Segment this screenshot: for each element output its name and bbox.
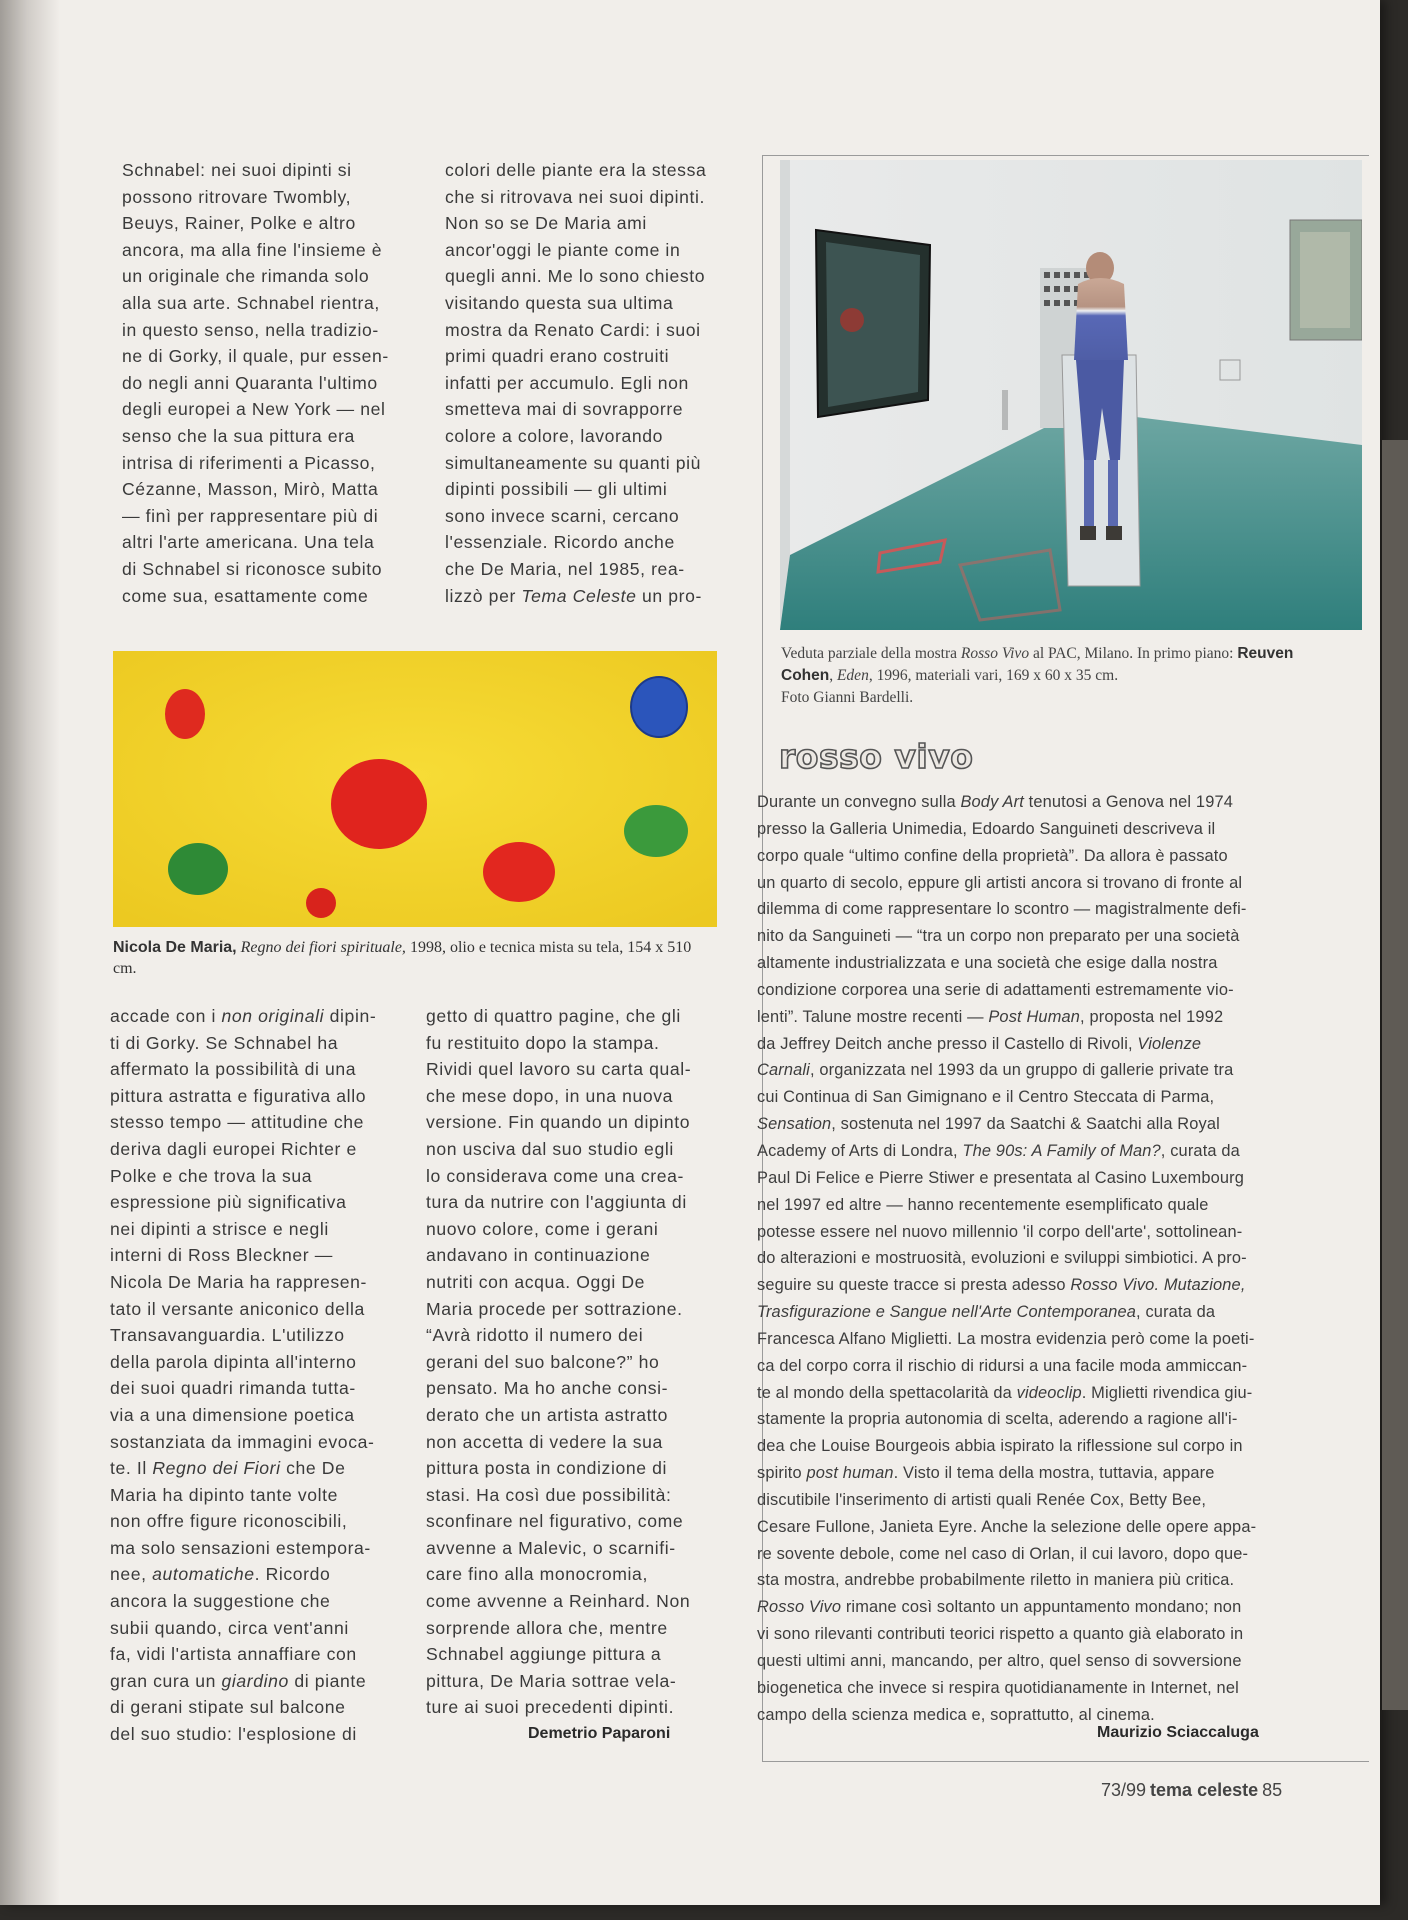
text-line: derato che un artista astratto [426, 1404, 668, 1425]
text-line: Non so se De Maria ami [445, 213, 647, 234]
text-line: interni di Ross Bleckner — [110, 1245, 333, 1266]
text-line: Maria ha dipinto tante volte [110, 1484, 339, 1505]
text-line: un quarto di secolo, eppure gli artisti ancora si trovano di fronte al [757, 873, 1243, 892]
photo-credit: Foto Gianni Bardelli. [781, 689, 914, 706]
text-line: presso la Galleria Unimedia, Edoardo Sanguineti descriveva il [757, 819, 1216, 838]
text-line: Cesare Fullone, Janieta Eyre. Anche la selezione delle opere appa- [757, 1517, 1257, 1536]
text-line: degli europei a New York — nel [122, 399, 386, 420]
text-line: non usciva dal suo studio egli [426, 1138, 674, 1159]
text-line: lo considerava come una crea- [426, 1165, 684, 1186]
text-line: che mese dopo, in una nuova [426, 1085, 674, 1106]
text-line: biogenetica che invece si respira quotidianamente in Internet, nel [757, 1678, 1239, 1697]
text-line: sono invece scarni, cercano [445, 505, 680, 526]
text-line: dea che Louise Bourgeois abbia ispirato la riflessione sul corpo in [757, 1437, 1243, 1456]
text-line: fa, vidi l'artista annaffiare con [110, 1644, 357, 1665]
caption-title: Regno dei fiori spirituale, [240, 939, 406, 956]
section-heading: rosso vivo [779, 737, 974, 776]
text-line: ca del corpo corra il rischio di ridursi a una facile moda ammiccan- [757, 1356, 1248, 1375]
text-line: Francesca Alfano Miglietti. La mostra evidenzia però come la poeti- [757, 1329, 1255, 1348]
text-line: Sensation, sostenuta nel 1997 da Saatchi & Saatchi alla Royal [757, 1115, 1220, 1134]
text-line: sostanziata da immagini evoca- [110, 1431, 375, 1452]
issue-number: 73/99 [1101, 1780, 1147, 1800]
text-line: deriva dagli europei Richter e [110, 1138, 357, 1159]
byline-author: Maurizio Sciaccaluga [1097, 1724, 1259, 1741]
text-line: mostra da Renato Cardi: i suoi [445, 319, 701, 340]
painting-regno-dei-fiori [113, 651, 717, 927]
text-line: che De Maria, nel 1985, rea- [445, 558, 685, 579]
text-line: fu restituito dopo la stampa. [426, 1032, 660, 1053]
text-line: “Avrà ridotto il numero dei [426, 1325, 644, 1346]
text-line: stasi. Ha così due possibilità: [426, 1484, 672, 1505]
caption-details: 1998, olio e tecnica mista su tela, 154 x 510 cm. [113, 939, 692, 977]
text-line: che si ritrovava nei suoi dipinti. [445, 186, 705, 207]
text-line: Durante un convegno sulla Body Art tenutosi a Genova nel 1974 [757, 793, 1233, 811]
text-line: non accetta di vedere la sua [426, 1431, 663, 1452]
article-column-left-bottom [110, 1003, 396, 1748]
text-line: altamente industrializzata e una società che esige dalla nostra [757, 954, 1218, 973]
text-line: colore a colore, lavorando [445, 425, 664, 446]
text-line: dipinti possibili — gli ultimi [445, 479, 668, 500]
text-line: possono ritrovare Twombly, [122, 186, 352, 207]
text-line: espressione più significativa [110, 1192, 347, 1213]
text-line: ancora, ma alla fine l'insieme è [122, 239, 383, 260]
text-line: da Jeffrey Deitch anche presso il Castello di Rivoli, Violenze [757, 1034, 1202, 1053]
text-line: care fino alla monocromia, [426, 1564, 648, 1585]
text-line: sorprende allora che, mentre [426, 1617, 668, 1638]
text-line: Schnabel: nei suoi dipinti si [122, 160, 352, 180]
text-line: dei suoi quadri rimanda tutta- [110, 1378, 356, 1399]
text-line: alla sua arte. Schnabel rientra, [122, 292, 380, 313]
text-line: nei dipinti a strisce e negli [110, 1218, 329, 1239]
byline-author: Demetrio Paparoni [528, 1725, 671, 1742]
text-line: simultaneamente su quanti più [445, 452, 702, 473]
article-column-middle-top [445, 157, 727, 609]
page-number: 85 [1262, 1780, 1283, 1800]
page-footer [1101, 1780, 1286, 1801]
text-line: intrisa di riferimenti a Picasso, [122, 452, 376, 473]
text-line: infatti per accumulo. Egli non [445, 372, 689, 393]
painting-image [113, 651, 717, 927]
text-line: Cézanne, Masson, Mirò, Matta [122, 479, 379, 500]
page-gutter-shadow [0, 0, 60, 1905]
caption-artist: Reuven Cohen [781, 645, 1294, 684]
text-line: primi quadri erano costruiti [445, 346, 670, 367]
text-line: ti di Gorky. Se Schnabel ha [110, 1032, 339, 1053]
text-line: come sua, esattamente come [122, 585, 369, 606]
text-line: andavano in continuazione [426, 1245, 651, 1266]
text-line: nutriti con acqua. Oggi De [426, 1271, 646, 1292]
text-line: Academy of Arts di Londra, The 90s: A Family of Man?, curata da [757, 1141, 1240, 1160]
text-line: Polke e che trova la sua [110, 1165, 313, 1186]
text-line: un originale che rimanda solo [122, 266, 370, 287]
text-line: spirito post human. Visto il tema della mostra, tuttavia, appare [757, 1464, 1215, 1483]
gallery-installation-photo [780, 160, 1362, 630]
text-line: via a una dimensione poetica [110, 1404, 355, 1425]
text-line: altri l'arte americana. Una tela [122, 532, 375, 553]
text-line: gerani del suo balcone?” ho [426, 1351, 660, 1372]
text-line: ancora la suggestione che [110, 1591, 331, 1612]
text-line: subii quando, circa vent'anni [110, 1617, 349, 1638]
text-line: do alterazioni e mostruosità, evoluzioni e sviluppi simbiotici. A pro- [757, 1249, 1247, 1268]
text-line: corpo quale “ultimo confine della proprietà”. Da allora è passato [757, 846, 1228, 865]
text-line: te. Il Regno dei Fiori che De [110, 1458, 346, 1479]
text-line: l'essenziale. Ricordo anche [445, 532, 675, 553]
text-line: della parola dipinta all'interno [110, 1351, 357, 1372]
caption-artist: Nicola De Maria, [113, 939, 237, 956]
text-line: stamente la propria autonomia di scelta, aderendo a ragione all'i- [757, 1410, 1238, 1429]
text-line: condizione corporea una serie di adattamenti estremamente vio- [757, 980, 1234, 999]
text-line: nee, automatiche. Ricordo [110, 1564, 331, 1585]
text-line: del suo studio: l'esplosione di [110, 1724, 357, 1745]
text-line: seguire su queste tracce si presta adesso Rosso Vivo. Mutazione, [757, 1276, 1246, 1295]
text-line: ne di Gorky, il quale, pur essen- [122, 346, 389, 367]
text-line: non offre figure riconoscibili, [110, 1511, 348, 1532]
text-line: Trasfigurazione e Sangue nell'Arte Contemporanea, curata da [757, 1303, 1216, 1322]
text-line: pittura, De Maria sottrae vela- [426, 1670, 677, 1691]
text-line: colori delle piante era la stessa [445, 160, 707, 180]
exhibition-photo [780, 160, 1362, 630]
text-line: Carnali, organizzata nel 1993 da un gruppo di gallerie private tra [757, 1061, 1234, 1080]
text-line: stesso tempo — attitudine che [110, 1112, 365, 1133]
text-line: senso che la sua pittura era [122, 425, 355, 446]
review-body [757, 789, 1277, 1729]
text-line: pittura posta in condizione di [426, 1458, 667, 1479]
text-line: Nicola De Maria ha rappresen- [110, 1271, 367, 1292]
text-line: come avvenne a Reinhard. Non [426, 1591, 691, 1612]
text-line: Rividi quel lavoro su carta qual- [426, 1059, 692, 1080]
photo-caption: Veduta parziale della mostra Rosso Vivo al PAC, Milano. In primo piano: Reuven Cohen, Eden, 1996, materiali vari, 169 x 60 x 35 cm. Foto Gianni Bardelli. [781, 645, 1294, 706]
text-line: Schnabel aggiunge pittura a [426, 1644, 662, 1665]
text-line: pensato. Ma ho anche consi- [426, 1378, 669, 1399]
text-line: in questo senso, nella tradizio- [122, 319, 379, 340]
text-line: quegli anni. Me lo sono chiesto [445, 266, 706, 287]
text-line: ma solo sensazioni estempora- [110, 1537, 371, 1558]
text-line: campo della scienza medica e, soprattutto, al cinema. [757, 1705, 1155, 1724]
painting-caption [113, 937, 717, 979]
text-line: Transavanguardia. L'utilizzo [110, 1325, 345, 1346]
text-line: te al mondo della spettacolarità da videoclip. Miglietti rivendica giu- [757, 1383, 1253, 1402]
text-line: sta mostra, andrebbe probabilmente riletto in maniera più critica. [757, 1571, 1235, 1590]
text-line: gran cura un giardino di piante [110, 1670, 367, 1691]
text-line: sconfinare nel figurativo, come [426, 1511, 684, 1532]
text-line: getto di quattro pagine, che gli [426, 1006, 681, 1026]
text-line: lenti”. Talune mostre recenti — Post Human, proposta nel 1992 [757, 1007, 1224, 1026]
text-line: nel 1997 ed altre — hanno recentemente esemplificato quale [757, 1195, 1209, 1214]
text-line: Maria procede per sottrazione. [426, 1298, 683, 1319]
text-line: di Schnabel si riconosce subito [122, 558, 383, 579]
text-line: versione. Fin quando un dipinto [426, 1112, 691, 1133]
text-line: Rosso Vivo rimane così soltanto un appuntamento mondano; non [757, 1598, 1242, 1617]
text-line: — finì per rappresentare più di [122, 505, 379, 526]
text-line: questi ultimi anni, mancando, per altro, quel senso di sovversione [757, 1652, 1242, 1670]
next-page-edge [1382, 440, 1408, 1710]
text-line: dilemma di come rappresentare lo scontro — magistralmente defi- [757, 900, 1247, 919]
text-line: vi sono rilevanti contributi teorici rispetto a quanto già elaborato in [757, 1625, 1244, 1644]
text-line: accade con i non originali dipin- [110, 1006, 377, 1026]
text-line: di gerani stipate sul balcone [110, 1697, 346, 1718]
text-line: nuovo colore, come i gerani [426, 1218, 659, 1239]
magazine-name: tema celeste [1150, 1780, 1259, 1800]
text-line: potesse essere nel nuovo millennio 'il corpo dell'arte', sottolinean- [757, 1222, 1243, 1241]
article-column-middle-bottom [426, 1003, 710, 1721]
text-line: visitando questa sua ultima [445, 292, 674, 313]
text-line: ancor'oggi le piante come in [445, 239, 681, 260]
text-line: cui Continua di San Gimignano e il Centro Steccata di Parma, [757, 1088, 1215, 1107]
text-line: pittura astratta e figurativa allo [110, 1085, 367, 1106]
text-line: affermato la possibilità di una [110, 1059, 357, 1080]
text-line: avvenne a Malevic, o scarnifi- [426, 1537, 676, 1558]
text-line: do negli anni Quaranta l'ultimo [122, 372, 378, 393]
text-line: Beuys, Rainer, Polke e altro [122, 213, 356, 234]
text-line: ture ai suoi precedenti dipinti. [426, 1697, 675, 1718]
article-column-left-top [122, 157, 410, 609]
text-line: nito da Sanguineti — “tra un corpo non preparato per una società [757, 927, 1240, 946]
text-line: smetteva mai di sovrapporre [445, 399, 684, 420]
text-line: tato il versante aniconico della [110, 1298, 365, 1319]
text-line: re sovente debole, come nel caso di Orlan, il cui lavoro, dopo que- [757, 1544, 1249, 1563]
text-line: discutibile l'inserimento di artisti quali Renée Cox, Betty Bee, [757, 1490, 1207, 1509]
text-line: tura da nutrire con l'aggiunta di [426, 1192, 687, 1213]
text-line: lizzò per Tema Celeste un pro- [445, 585, 702, 606]
text-line: Paul Di Felice e Pierre Stiwer e presentata al Casino Luxembourg [757, 1168, 1244, 1187]
